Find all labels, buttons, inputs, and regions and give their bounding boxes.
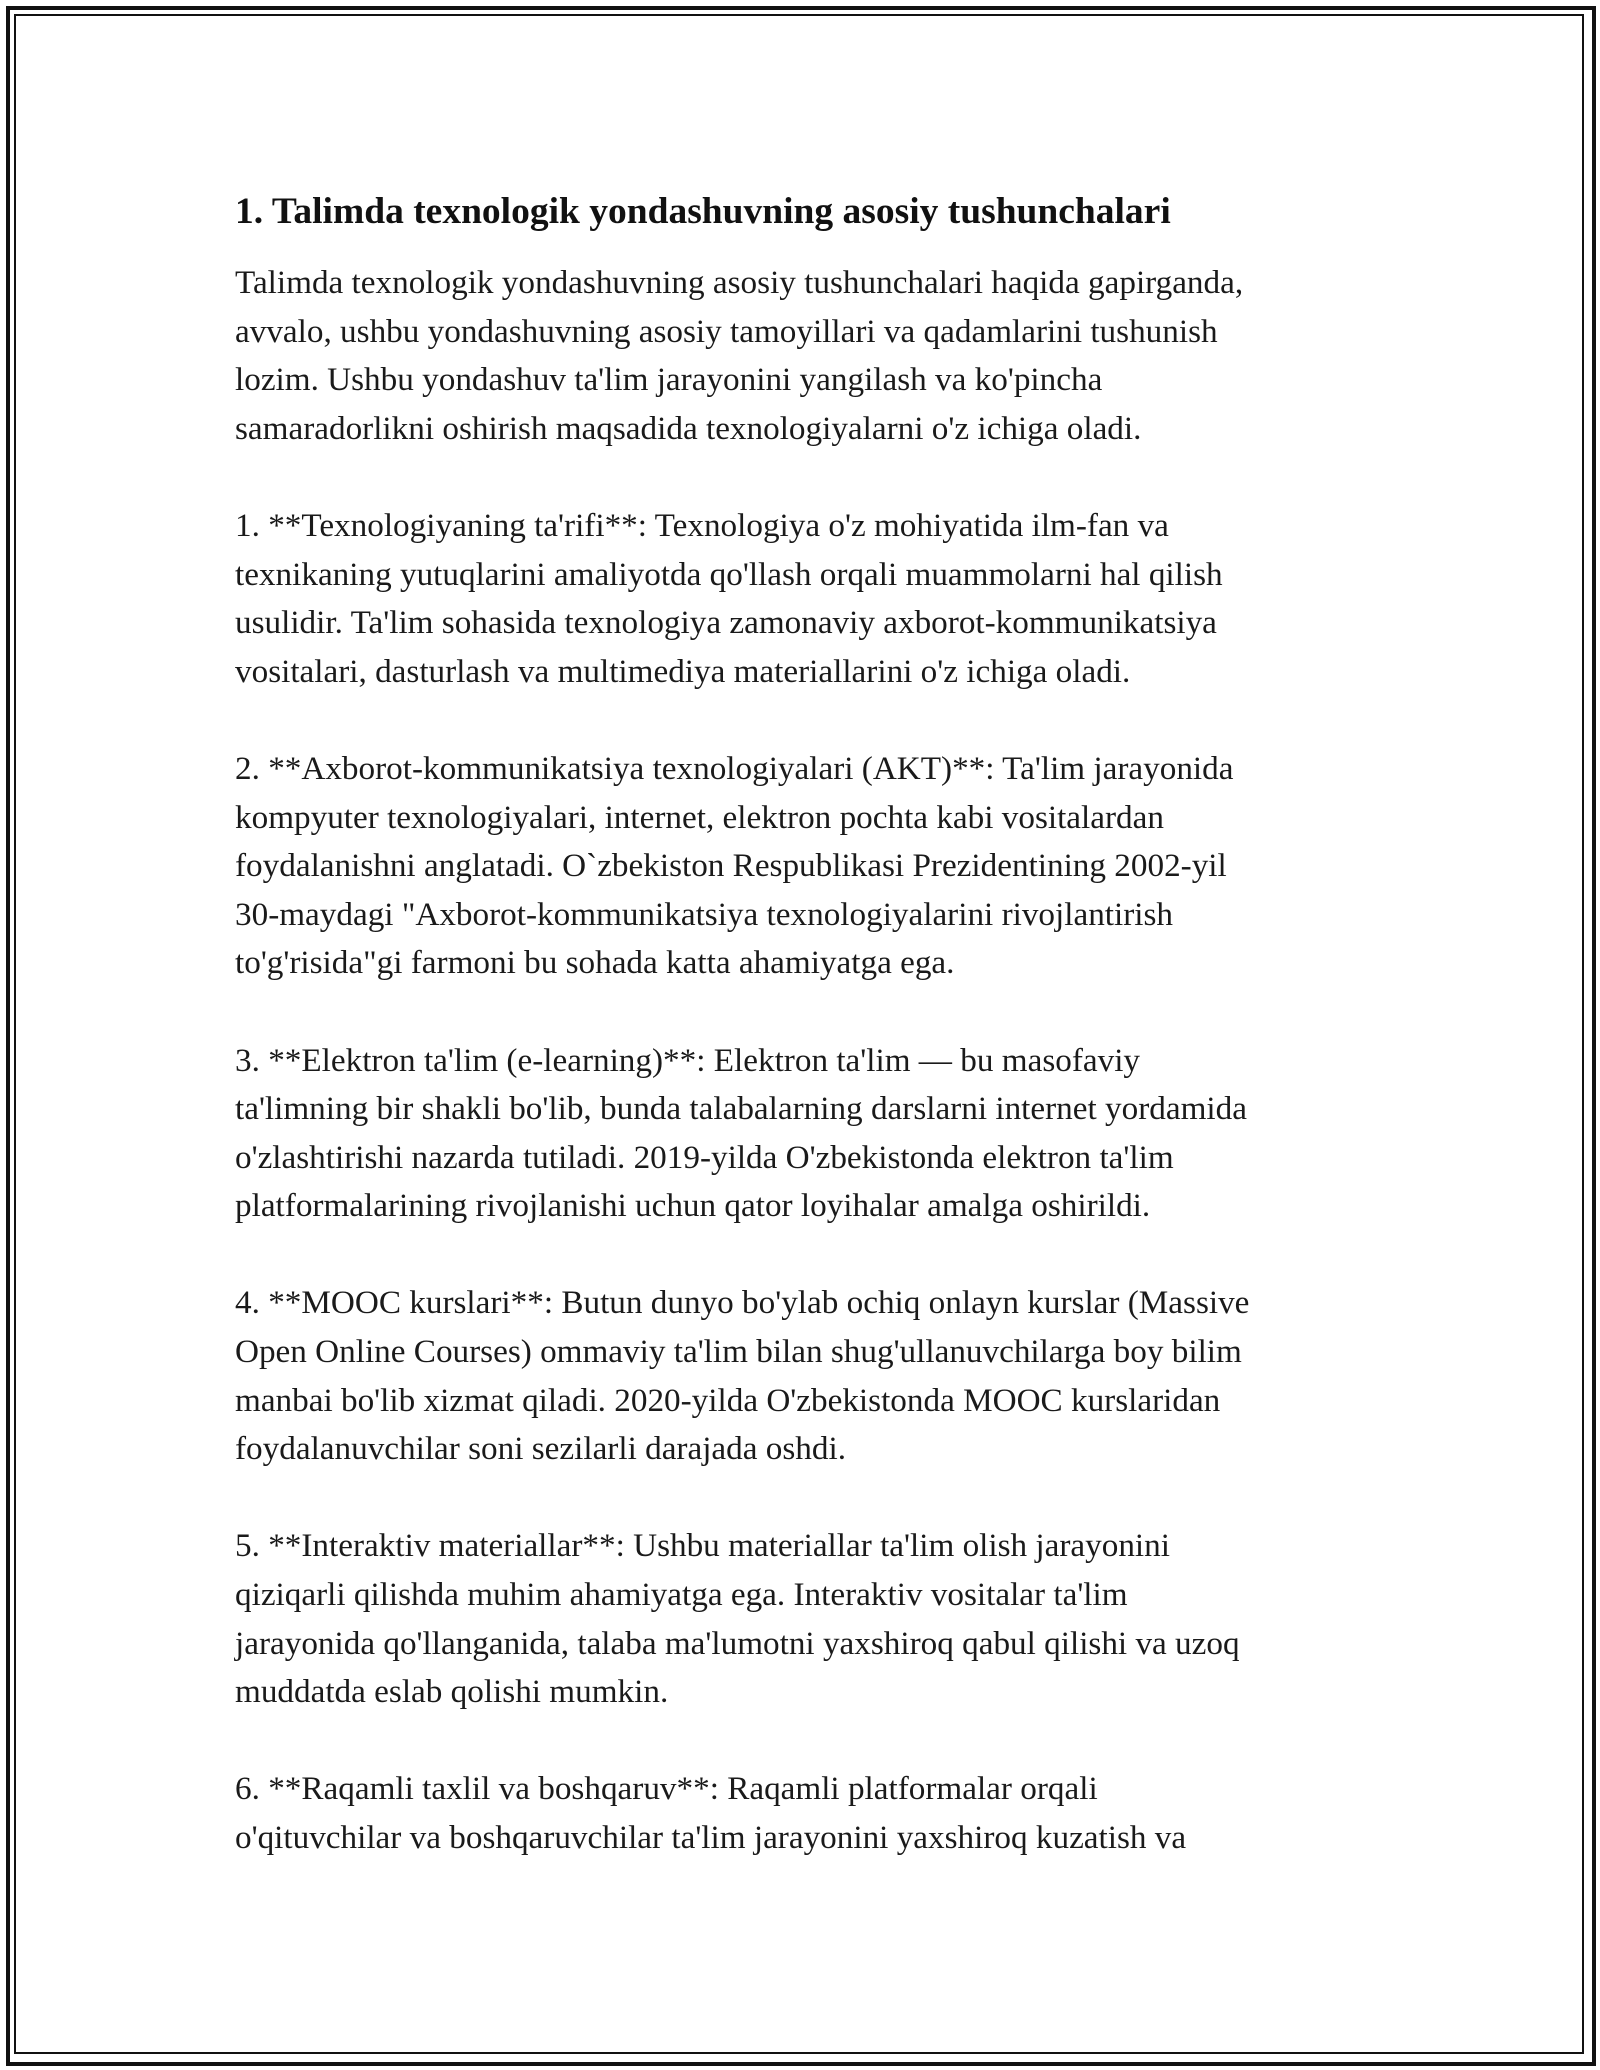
paragraph-line: 3. **Elektron ta'lim (e-learning)**: Elektron ta'lim — bu masofaviy xyxy=(235,1041,1141,1079)
paragraph-spacer xyxy=(235,1717,1385,1766)
document-body xyxy=(235,185,1385,1863)
paragraph-line: foydalanishni anglatadi. O`zbekiston Respublikasi Prezidentining 2002-yil xyxy=(235,847,1227,885)
section-heading: 1. Talimda texnologik yondashuvning asosiy tushunchalari xyxy=(235,191,1171,232)
paragraph-line: texnikaning yutuqlarini amaliyotda qo'llash orqali muammolarni hal qilish xyxy=(235,555,1223,593)
paragraph-line: o'qituvchilar va boshqaruvchilar ta'lim jarayonini yaxshiroq kuzatish va xyxy=(235,1819,1187,1856)
list-item-digital-analysis xyxy=(235,1765,1385,1862)
paragraph-spacer xyxy=(235,1474,1385,1523)
paragraph-line: o'zlashtirishi nazarda tutiladi. 2019-yilda O'zbekistonda elektron ta'lim xyxy=(235,1138,1174,1176)
paragraph-line: Open Online Courses) ommaviy ta'lim bilan shug'ullanuvchilarga boy bilim xyxy=(235,1333,1242,1371)
paragraph-spacer xyxy=(235,1231,1385,1280)
paragraph-line: ta'limning bir shakli bo'lib, bunda talabalarning darslarni internet yordamida xyxy=(235,1090,1247,1128)
paragraph-line: samaradorlikni oshirish maqsadida texnologiyalarni o'z ichiga oladi. xyxy=(235,409,1142,447)
list-item-interactive-materials xyxy=(235,1522,1385,1716)
paragraph-line: 5. **Interaktiv materiallar**: Ushbu materiallar ta'lim olish jarayonini xyxy=(235,1527,1170,1565)
paragraph-spacer xyxy=(235,696,1385,745)
paragraph-line: usulidir. Ta'lim sohasida texnologiya zamonaviy axborot-kommunikatsiya xyxy=(235,604,1217,642)
list-item-akt xyxy=(235,745,1385,988)
paragraph-spacer xyxy=(235,988,1385,1037)
list-item-e-learning xyxy=(235,1037,1385,1231)
intro-paragraph xyxy=(235,259,1385,453)
paragraph-line: avvalo, ushbu yondashuvning asosiy tamoyillari va qadamlarini tushunish xyxy=(235,312,1218,350)
paragraph-line: 4. **MOOC kurslari**: Butun dunyo bo'ylab ochiq onlayn kurslar (Massive xyxy=(235,1284,1250,1322)
paragraph-line: 1. **Texnologiyaning ta'rifi**: Texnologiya o'z mohiyatida ilm-fan va xyxy=(235,506,1169,544)
paragraph-line: Talimda texnologik yondashuvning asosiy tushunchalari haqida gapirganda, xyxy=(235,264,1244,301)
paragraph-line: lozim. Ushbu yondashuv ta'lim jarayonini yangilash va ko'pincha xyxy=(235,361,1103,399)
paragraph-line: kompyuter texnologiyalari, internet, elektron pochta kabi vositalardan xyxy=(235,798,1164,836)
paragraph-line: 6. **Raqamli taxlil va boshqaruv**: Raqamli platformalar orqali xyxy=(235,1770,1098,1808)
paragraph-line: jarayonida qo'llanganida, talaba ma'lumotni yaxshiroq qabul qilishi va uzoq xyxy=(235,1624,1240,1662)
list-item-mooc xyxy=(235,1279,1385,1473)
paragraph-line: platformalarining rivojlanishi uchun qator loyihalar amalga oshirildi. xyxy=(235,1187,1151,1225)
paragraph-line: 2. **Axborot-kommunikatsiya texnologiyalari (AKT)**: Ta'lim jarayonida xyxy=(235,749,1234,787)
paragraph-line: muddatda eslab qolishi mumkin. xyxy=(235,1673,669,1711)
paragraph-line: 30-maydagi "Axborot-kommunikatsiya texnologiyalarini rivojlantirish xyxy=(235,895,1174,933)
paragraph-line: manbai bo'lib xizmat qiladi. 2020-yilda O'zbekistonda MOOC kurslaridan xyxy=(235,1381,1221,1419)
paragraph-line: foydalanuvchilar soni sezilarli darajada oshdi. xyxy=(235,1430,846,1468)
paragraph-line: to'g'risida"gi farmoni bu sohada katta ahamiyatga ega. xyxy=(235,944,955,982)
paragraph-line: qiziqarli qilishda muhim ahamiyatga ega. Interaktiv vositalar ta'lim xyxy=(235,1576,1128,1614)
paragraph-spacer xyxy=(235,453,1385,502)
paragraph-line: vositalari, dasturlash va multimediya materiallarini o'z ichiga oladi. xyxy=(235,652,1131,690)
list-item-technology-definition xyxy=(235,502,1385,696)
